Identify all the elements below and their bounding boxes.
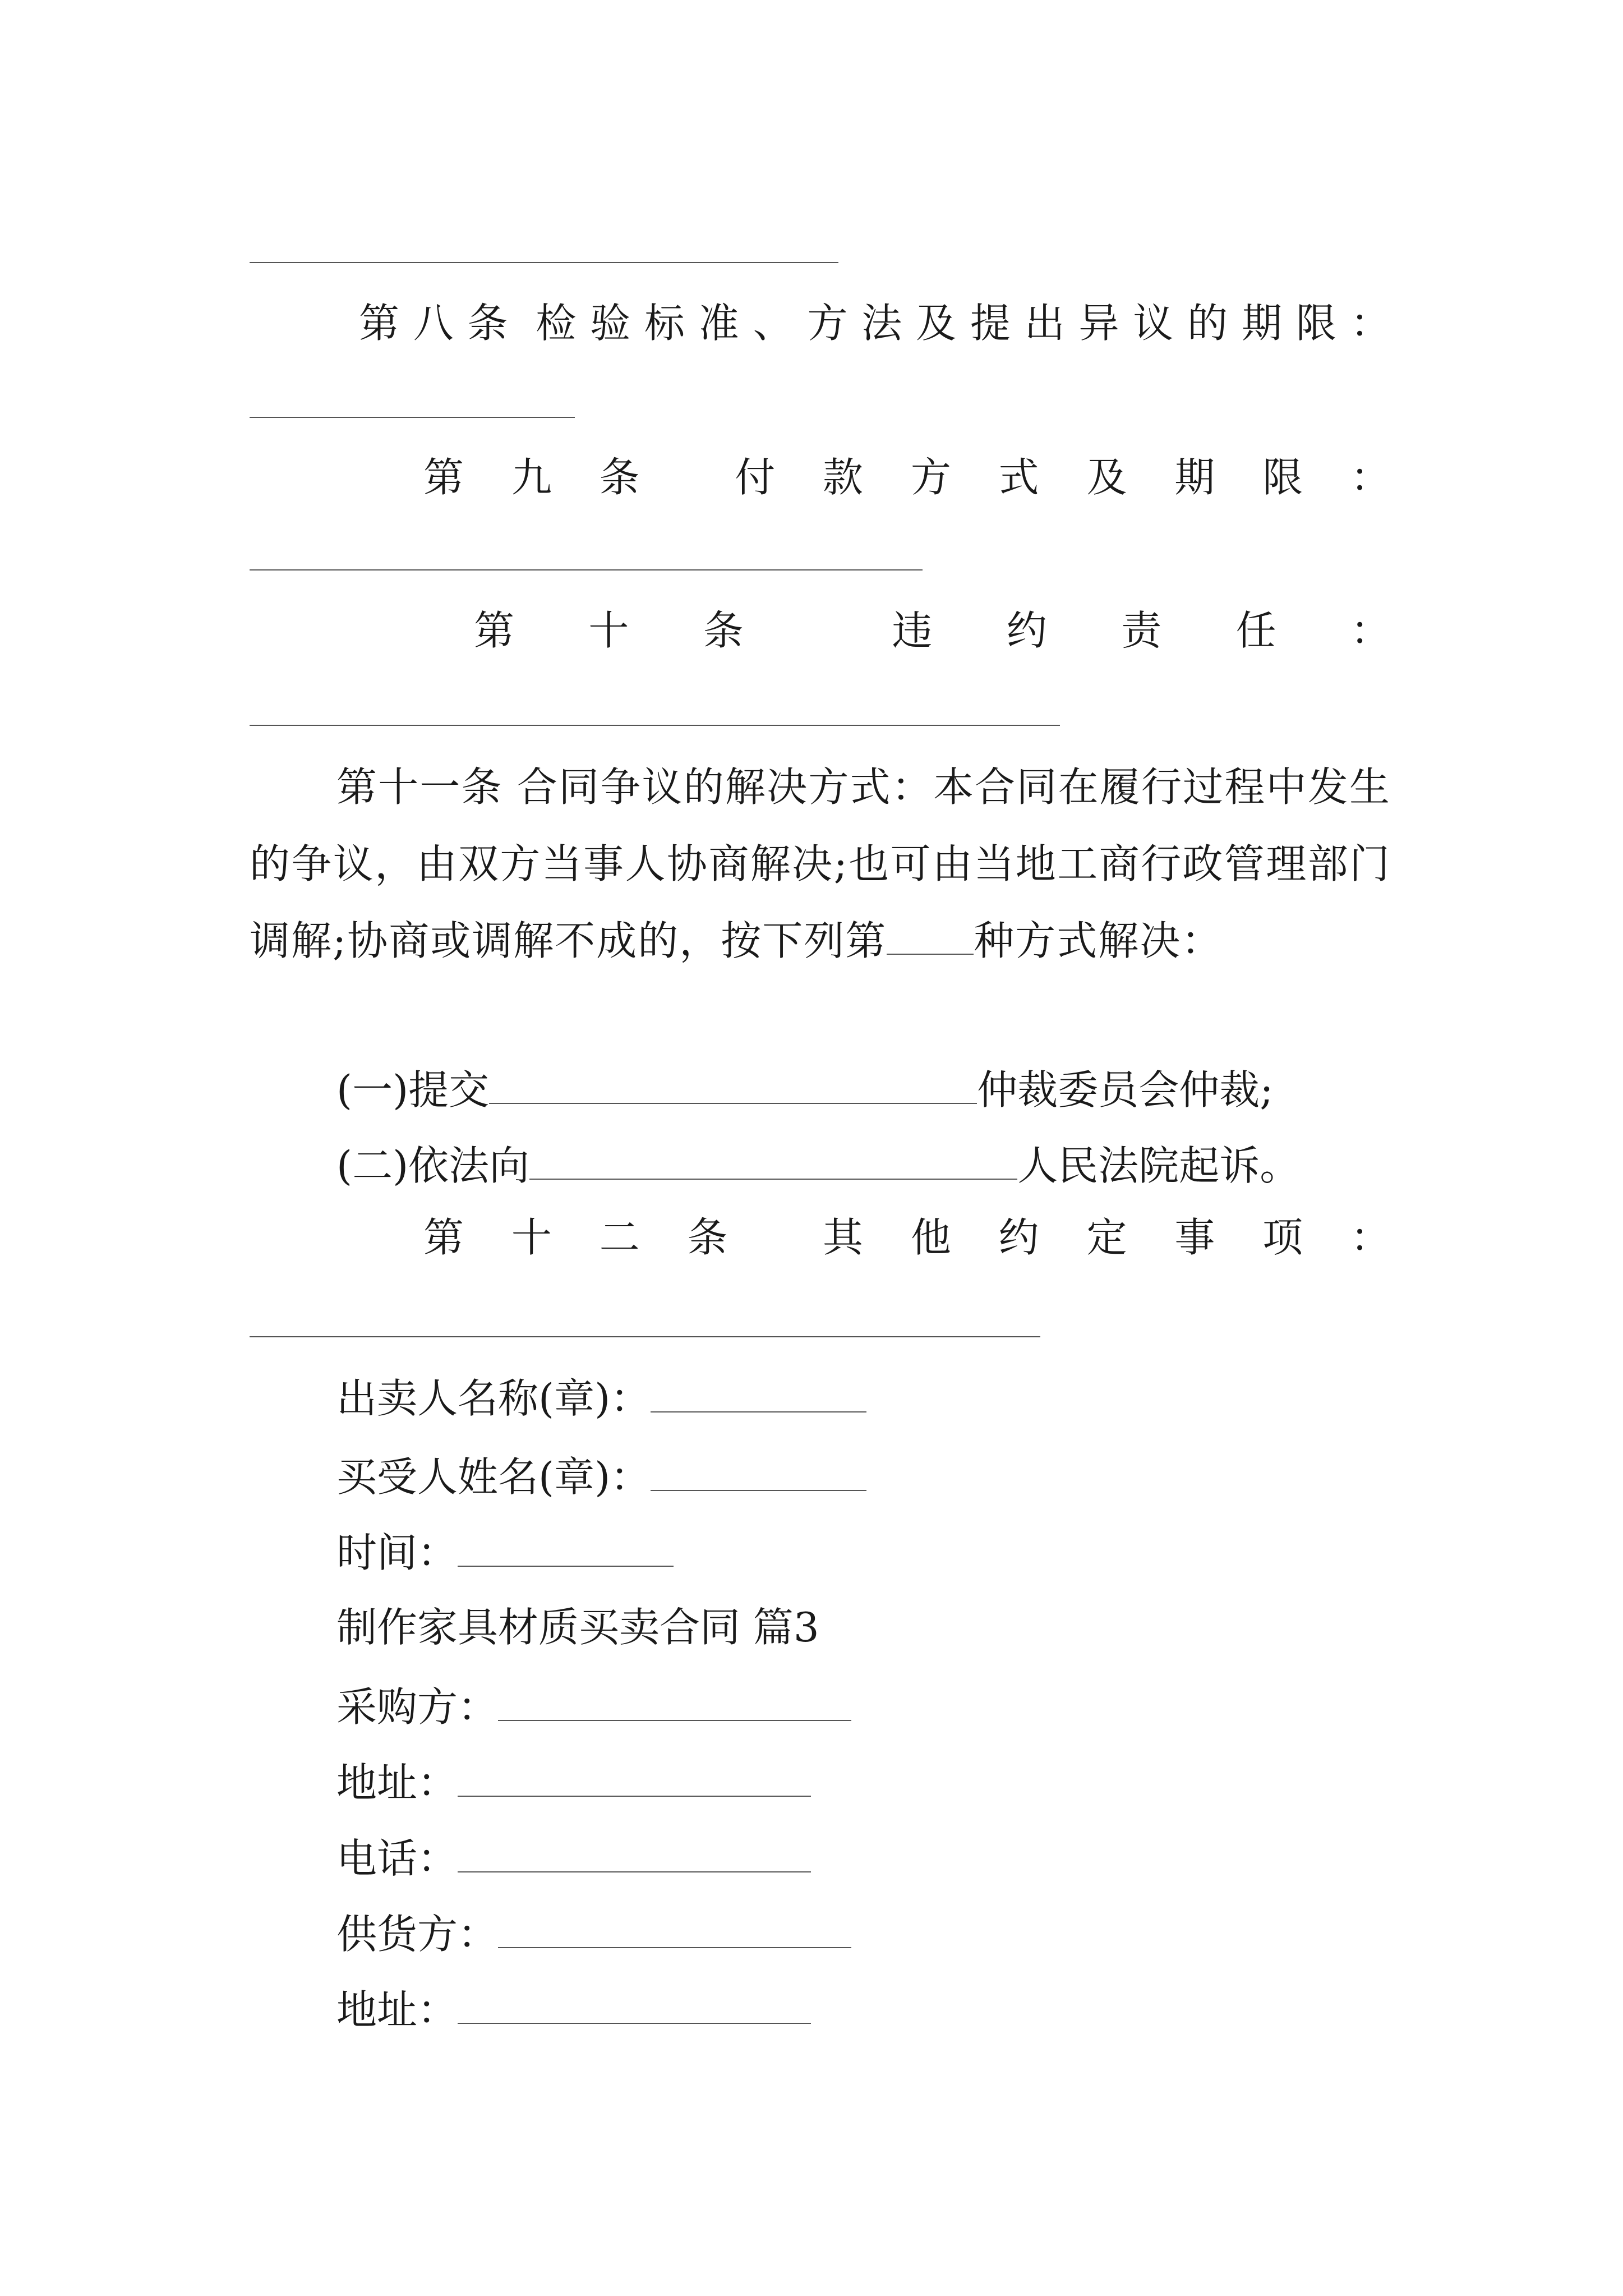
article-12-blank-line: [250, 1336, 1040, 1337]
seller-signature: [336, 1374, 866, 1422]
art8-char: 的: [1187, 300, 1228, 347]
article-10-blank-line: [250, 725, 1060, 726]
art8-char: 第: [359, 300, 400, 347]
art9-char: 九: [511, 454, 552, 501]
art8-char: 提: [970, 300, 1011, 347]
art10-char: 违: [892, 607, 933, 654]
purchaser-address-label: 地址：: [336, 1759, 458, 1806]
art8-char: 标: [644, 300, 685, 347]
supplier-label: 供货方：: [336, 1911, 499, 1958]
art12-char: 他: [910, 1214, 951, 1261]
art10-char: 任: [1235, 607, 1276, 654]
art8-char: 限: [1295, 300, 1336, 347]
supplier-field: [336, 1910, 851, 1958]
buyer-label: 买受人姓名(章)：: [336, 1453, 651, 1501]
blank-line-top: [250, 262, 838, 263]
article-11-text-b: 种方式解决：: [974, 917, 1223, 964]
art12-char: 约: [998, 1214, 1039, 1261]
article-12-heading: [423, 1214, 1391, 1261]
art10-char: 责: [1121, 607, 1162, 654]
art8-char: 方: [807, 300, 848, 347]
option-1-prefix: (一)提交: [336, 1066, 490, 1114]
art8-char: ：: [1350, 300, 1391, 347]
art10-char: 约: [1006, 607, 1047, 654]
art12-char: 事: [1174, 1214, 1215, 1261]
art9-char: 限: [1262, 454, 1303, 501]
option-1-blank: [489, 1066, 977, 1104]
art8-char: 议: [1133, 300, 1174, 347]
art8-char: 验: [590, 300, 631, 347]
phone-label: 电话：: [336, 1835, 458, 1882]
article-9-heading: [423, 454, 1391, 501]
art10-char: 十: [588, 607, 629, 654]
art10-char: ：: [1350, 607, 1391, 654]
art10-char: 第: [474, 607, 515, 654]
art12-char: 第: [423, 1214, 464, 1261]
option-2-blank: [529, 1142, 1017, 1180]
art9-char: 款: [823, 454, 864, 501]
purchaser-label: 采购方：: [336, 1683, 499, 1731]
art9-char: 及: [1086, 454, 1127, 501]
section-3-title: 制作家具材质买卖合同 篇3: [336, 1604, 819, 1651]
option-2-prefix: (二)依法向: [336, 1142, 530, 1189]
art12-char: 项: [1262, 1214, 1303, 1261]
phone-blank: [458, 1834, 811, 1872]
art8-char: 八: [413, 300, 454, 347]
article-8-blank-line: [250, 417, 575, 418]
purchaser-address-field: [336, 1759, 811, 1806]
art10-char: 条: [703, 607, 744, 654]
option-2-suffix: 人民法院起诉。: [1017, 1142, 1301, 1189]
time-label: 时间：: [336, 1529, 458, 1576]
time-field: [336, 1529, 674, 1576]
art8-char: 准: [698, 300, 739, 347]
art12-char: 其: [823, 1214, 864, 1261]
art12-char: 二: [599, 1214, 640, 1261]
option-1-suffix: 仲裁委员会仲裁;: [977, 1066, 1274, 1114]
art9-char: 式: [998, 454, 1039, 501]
art8-char: 、: [753, 300, 794, 347]
art8-char: 期: [1242, 300, 1283, 347]
art8-char: 条: [467, 300, 508, 347]
supplier-blank: [498, 1910, 851, 1948]
art8-char: 出: [1024, 300, 1065, 347]
purchaser-field: [336, 1683, 851, 1731]
art9-char: 方: [910, 454, 951, 501]
supplier-address-blank: [458, 1986, 811, 2024]
art9-char: ：: [1350, 454, 1391, 501]
article-9-blank-line: [250, 569, 923, 570]
article-8-heading: [359, 300, 1391, 347]
art12-char: 定: [1086, 1214, 1127, 1261]
art12-char: ：: [1350, 1214, 1391, 1261]
article-11-paragraph: [250, 749, 1391, 979]
art9-char: 付: [735, 454, 776, 501]
seller-blank: [651, 1374, 866, 1412]
art12-char: 条: [687, 1214, 728, 1261]
art9-char: 条: [599, 454, 640, 501]
buyer-blank: [651, 1453, 866, 1491]
time-blank: [458, 1529, 674, 1567]
article-11-choice-blank: [887, 917, 974, 955]
purchaser-blank: [498, 1683, 851, 1721]
option-1: [336, 1066, 1274, 1114]
art8-char: 检: [536, 300, 577, 347]
purchaser-address-blank: [458, 1759, 811, 1797]
art8-char: 及: [916, 300, 957, 347]
supplier-address-field: [336, 1986, 811, 2033]
article-11-text-a: 第十一条 合同争议的解决方式：本合同在履行过程中发生的争议，由双方当事人协商解决;也可由当地工商行政管理部门调解;协商或调解不成的，按下列第: [250, 763, 1391, 964]
art8-char: 法: [861, 300, 902, 347]
art12-char: 十: [511, 1214, 552, 1261]
art8-char: 异: [1078, 300, 1119, 347]
buyer-signature: [336, 1453, 866, 1501]
supplier-address-label: 地址：: [336, 1986, 458, 2033]
article-10-heading: [474, 607, 1391, 654]
art9-char: 第: [423, 454, 464, 501]
seller-label: 出卖人名称(章)：: [336, 1375, 651, 1422]
option-2: [336, 1142, 1301, 1189]
phone-field: [336, 1834, 811, 1882]
art9-char: 期: [1174, 454, 1215, 501]
